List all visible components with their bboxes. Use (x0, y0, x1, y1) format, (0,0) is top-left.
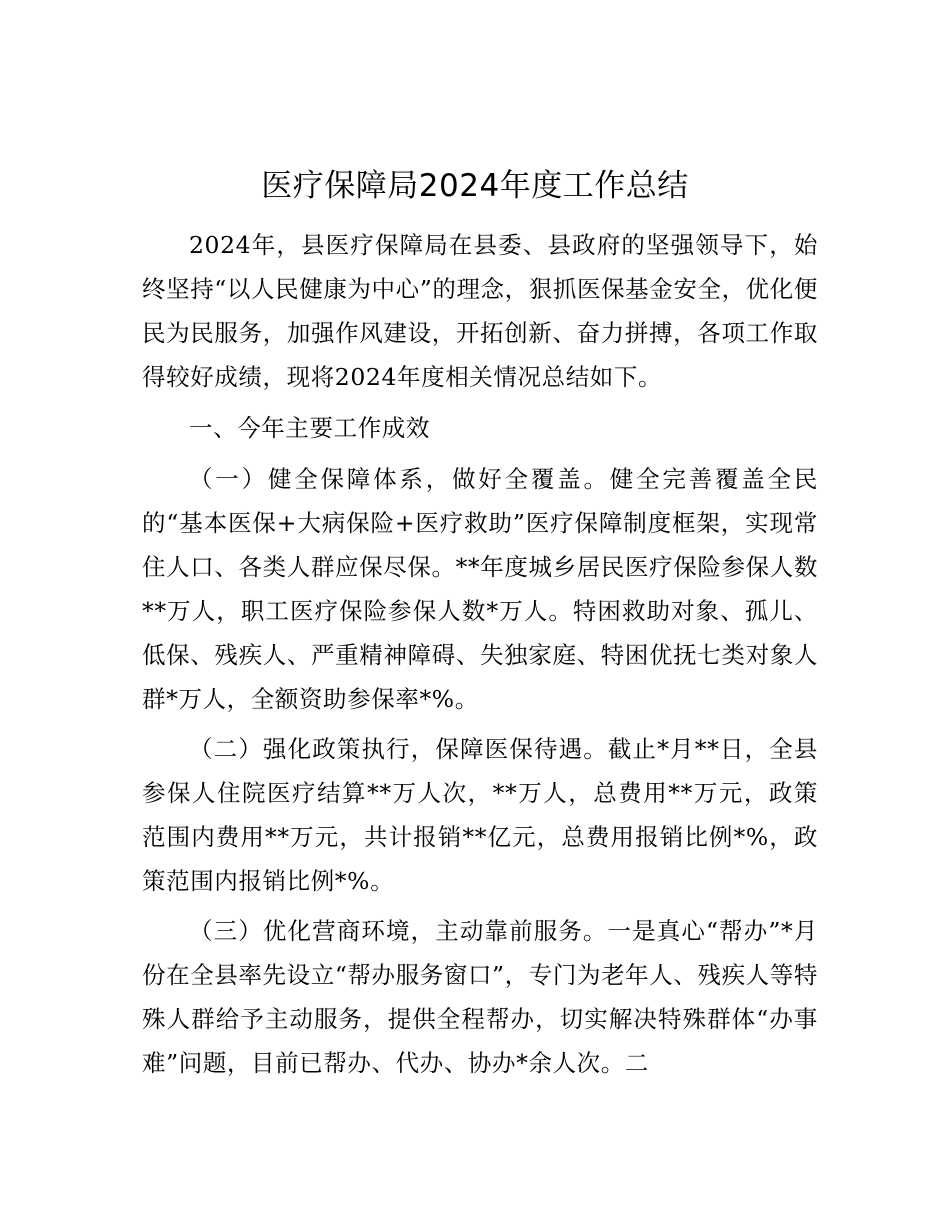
section-1-paragraph: （一）健全保障体系，做好全覆盖。健全完善覆盖全民的“基本医保+大病保险+医疗救助”医疗保障制度框架，实现常住人口、各类人群应保尽保。**年度城乡居民医疗保险参保人数**万人，职工医疗保险参保人数*万人。特困救助对象、孤儿、低保、残疾人、严重精神障碍、失独家庭、特困优抚七类对象人群*万人，全额资助参保率*%。 (142, 465, 818, 713)
intro-paragraph: 2024年，县医疗保障局在县委、县政府的坚强领导下，始终坚持“以人民健康为中心”的理念，狠抓医保基金安全，优化便民为民服务，加强作风建设，开拓创新、奋力拼搏，各项工作取得较好成绩，现将2024年度相关情况总结如下。 (142, 231, 818, 391)
document-title: 医疗保障局2024年度工作总结 (261, 168, 689, 204)
section-3-paragraph: （三）优化营商环境，主动靠前服务。一是真心“帮办”*月份在全县率先设立“帮办服务窗口”，专门为老年人、残疾人等特殊人群给予主动服务，提供全程帮办，切实解决特殊群体“办事难”问题，目前已帮办、代办、协办*余人次。二 (142, 917, 818, 1077)
section-2-paragraph: （二）强化政策执行，保障医保待遇。截止*月**日，全县参保人住院医疗结算**万人次，**万人，总费用**万元，政策范围内费用**万元，共计报销**亿元，总费用报销比例*%，政策范围内报销比例*%。 (142, 735, 818, 895)
section-heading-1: 一、今年主要工作成效 (189, 414, 430, 442)
